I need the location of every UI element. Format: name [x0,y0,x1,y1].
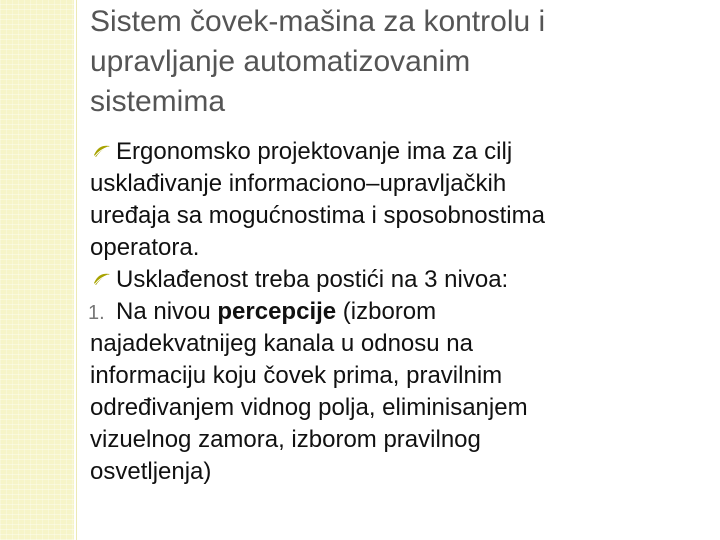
numbered-first-line [116,296,720,328]
bullet-item [0,136,720,264]
numbered-text-line: najadekvatnijeg kanala u odnosu na [90,330,473,357]
number-marker: 1. [88,302,105,324]
slide-title [90,2,700,122]
text-prefix: Na nivou [116,298,218,325]
title-line: sistemima [90,85,226,118]
numbered-text-line: informaciju koju čovek prima, pravilnim [90,362,503,389]
bullet-text-line: Ergonomsko projektovanje ima za cilj [116,138,513,165]
bullet-text-line: uređaja sa mogućnostima i sposobnostima [90,202,545,229]
title-line: upravljanje automatizovanim [90,45,471,78]
bold-term: percepcije [217,298,337,325]
leaf-bullet-icon [92,140,112,162]
bullet-text-line: Usklađenost treba postići na 3 nivoa: [116,266,509,293]
numbered-text-line: vizuelnog zamora, izborom pravilnog [90,426,481,453]
numbered-text-line: osvetljenja) [90,458,212,485]
numbered-text-line: određivanjem vidnog polja, eliminisanjem [90,394,528,421]
numbered-item [0,296,720,488]
bullet-item [0,264,720,296]
leaf-bullet-icon [92,268,112,290]
slide-body [0,136,720,488]
text-suffix: (izborom [336,298,437,325]
title-line: Sistem čovek-mašina za kontrolu i [90,5,546,38]
bullet-text-line: usklađivanje informaciono–upravljačkih [90,170,507,197]
bullet-text-line: operatora. [90,234,200,261]
